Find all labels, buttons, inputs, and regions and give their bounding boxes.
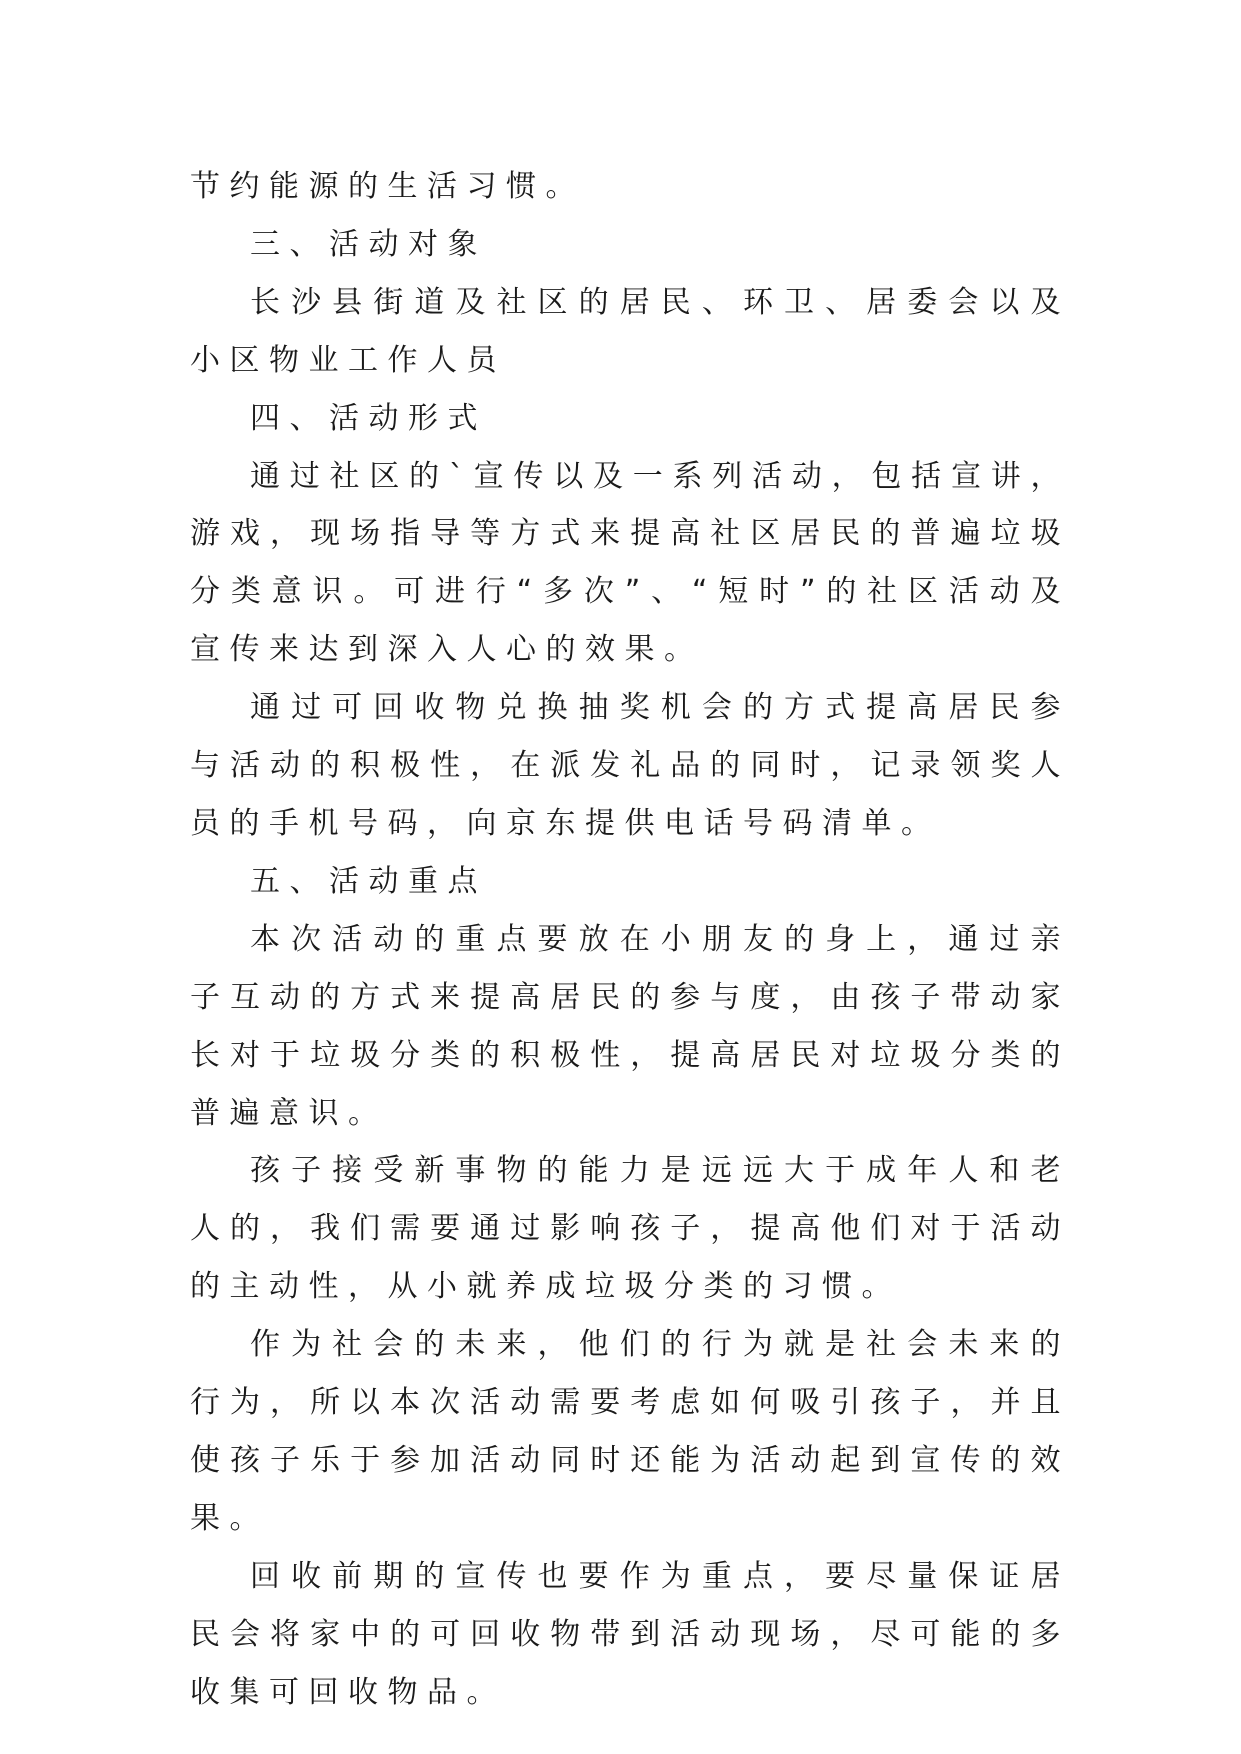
section-heading: 五、活动重点 — [250, 863, 487, 899]
paragraph: 本次活动的重点要放在小朋友的身上，通过亲子互动的方式来提高居民的参与度，由孩子带动家长对于垃圾分类的积极性，提高居民对垃圾分类的普遍意识。 — [190, 921, 1070, 1131]
paragraph: 通过可回收物兑换抽奖机会的方式提高居民参与活动的积极性，在派发礼品的同时，记录领奖人员的手机号码，向京东提供电话号码清单。 — [190, 690, 1070, 841]
paragraph: 节约能源的生活习惯。 — [190, 169, 585, 204]
section-heading: 三、活动对象 — [250, 226, 487, 262]
document-body — [190, 158, 1070, 1721]
paragraph: 回收前期的宣传也要作为重点，要尽量保证居民会将家中的可回收物带到活动现场，尽可能的多收集可回收物品。 — [190, 1558, 1070, 1710]
paragraph: 作为社会的未来，他们的行为就是社会未来的行为，所以本次活动需要考虑如何吸引孩子，并且使孩子乐于参加活动同时还能为活动起到宣传的效果。 — [190, 1327, 1070, 1536]
paragraph: 通过社区的`宣传以及一系列活动，包括宣讲，游戏，现场指导等方式来提高社区居民的普遍垃圾分类意识。可进行“多次”、“短时”的社区活动及宣传来达到深入人心的效果。 — [190, 458, 1070, 668]
section-heading: 四、活动形式 — [250, 400, 487, 436]
paragraph: 孩子接受新事物的能力是远远大于成年人和老人的，我们需要通过影响孩子，提高他们对于活动的主动性，从小就养成垃圾分类的习惯。 — [190, 1153, 1070, 1305]
paragraph: 长沙县街道及社区的居民、环卫、居委会以及小区物业工作人员 — [190, 284, 1070, 378]
